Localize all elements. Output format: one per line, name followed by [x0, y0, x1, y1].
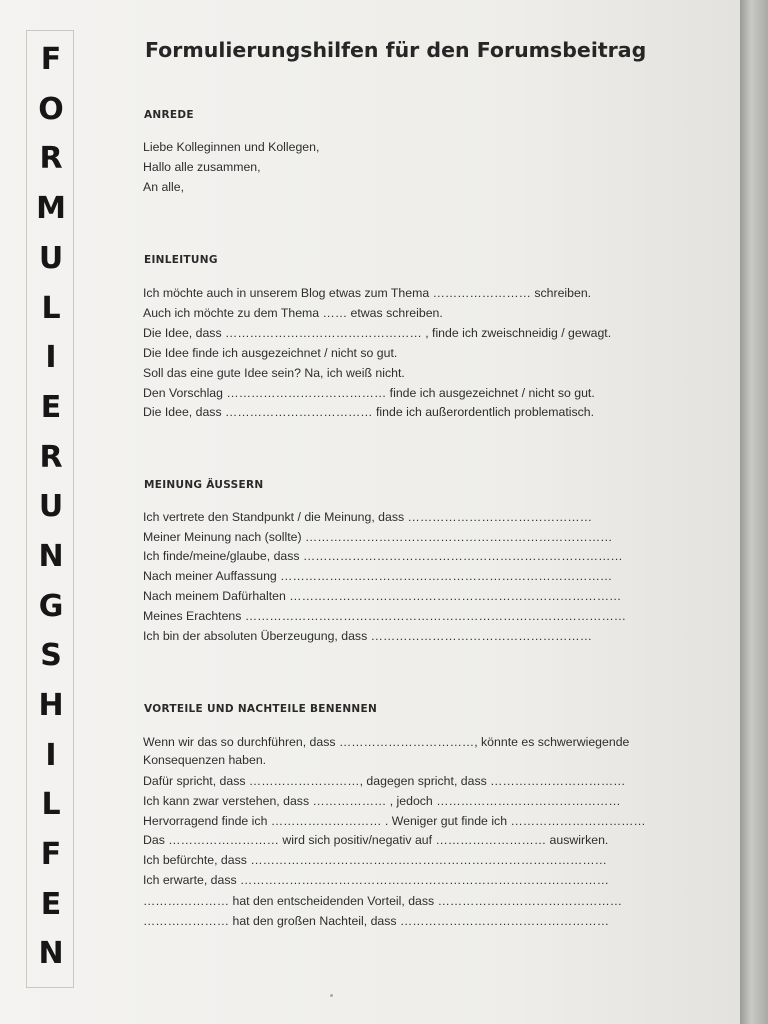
phrase-line: Meiner Meinung nach (sollte) …………………………………………………………………	[143, 530, 613, 544]
sidebar-letter: I	[45, 738, 57, 773]
sidebar-letter: R	[39, 440, 63, 475]
page-edge-shadow	[740, 0, 768, 1024]
phrase-line: Ich möchte auch in unserem Blog etwas zum Thema …………………… schreiben.	[143, 286, 592, 300]
sidebar-letter: E	[40, 887, 62, 922]
phrase-line: Die Idee, dass ………………………………………… , finde ich zweischneidig / gewagt.	[143, 326, 612, 340]
sidebar-letter: H	[38, 688, 64, 723]
phrase-line: Ich befürchte, dass ……………………………………………………………………………	[143, 853, 607, 867]
section-heading-anrede: ANREDE	[144, 109, 194, 121]
phrase-line: Nach meiner Auffassung ………………………………………………………………………	[143, 569, 613, 583]
phrase-line: Die Idee finde ich ausgezeichnet / nicht so gut.	[143, 346, 398, 360]
phrase-line: Hallo alle zusammen,	[143, 160, 261, 174]
phrase-line: Dafür spricht, dass ………………………, dagegen spricht, dass ……………………………	[143, 774, 626, 788]
phrase-line: ………………… hat den entscheidenden Vorteil, dass ………………………………………	[143, 894, 623, 908]
sidebar-letter: R	[39, 141, 63, 176]
phrase-line: Soll das eine gute Idee sein? Na, ich weiß nicht.	[143, 366, 405, 380]
phrase-line: Meines Erachtens …………………………………………………………………………………	[143, 609, 627, 623]
phrase-line: Ich vertrete den Standpunkt / die Meinung, dass ………………………………………	[143, 510, 592, 524]
section-heading-vorteile: VORTEILE UND NACHTEILE BENENNEN	[144, 703, 378, 715]
phrase-line: Hervorragend finde ich ……………………… . Weniger gut finde ich ……………………………	[143, 814, 646, 828]
phrase-line: Ich erwarte, dass ………………………………………………………………………………	[143, 873, 609, 887]
sidebar-letter: G	[38, 589, 64, 624]
phrase-line: Den Vorschlag ………………………………… finde ich ausgezeichnet / nicht so gut.	[143, 386, 595, 400]
page-title: Formulierungshilfen für den Forumsbeitrag	[145, 38, 647, 62]
section-heading-einleitung: EINLEITUNG	[144, 254, 218, 266]
sidebar-letter: F	[40, 42, 62, 77]
sidebar-letter: N	[38, 539, 64, 574]
vertical-title-box	[26, 30, 74, 988]
sidebar-letter: I	[45, 340, 57, 375]
phrase-line: Liebe Kolleginnen und Kollegen,	[143, 140, 320, 154]
phrase-line: Nach meinem Dafürhalten ………………………………………………………………………	[143, 589, 622, 603]
sidebar-letter: O	[38, 92, 64, 127]
sidebar-letter: F	[40, 837, 62, 872]
sidebar-letter: L	[41, 787, 61, 822]
phrase-line: Ich kann zwar verstehen, dass ……………… , jedoch ………………………………………	[143, 794, 621, 808]
scan-speck	[330, 994, 333, 997]
phrase-line: Die Idee, dass ……………………………… finde ich außerordentlich problematisch.	[143, 405, 595, 419]
sidebar-letter: L	[41, 291, 61, 326]
phrase-line: Auch ich möchte zu dem Thema …… etwas schreiben.	[143, 306, 443, 320]
phrase-line: ………………… hat den großen Nachteil, dass ……………………………………………	[143, 914, 610, 928]
sidebar-letter: U	[38, 489, 64, 524]
sidebar-letter: N	[38, 936, 64, 971]
sidebar-letter: M	[36, 191, 66, 226]
phrase-line: Ich finde/meine/glaube, dass ……………………………………………………………………	[143, 549, 623, 563]
phrase-line: Wenn wir das so durchführen, dass ……………………………, könnte es schwerwiegende Konsequenzen haben.	[143, 735, 630, 767]
sidebar-letter: U	[38, 241, 64, 276]
section-heading-meinung: MEINUNG ÄUSSERN	[144, 479, 264, 491]
sidebar-letter: E	[40, 390, 62, 425]
phrase-line: Das ……………………… wird sich positiv/negativ auf ……………………… auswirken.	[143, 833, 609, 847]
sidebar-letter: S	[40, 638, 62, 673]
phrase-line: An alle,	[143, 180, 185, 194]
phrase-line: Ich bin der absoluten Überzeugung, dass ………………………………………………	[143, 629, 592, 643]
